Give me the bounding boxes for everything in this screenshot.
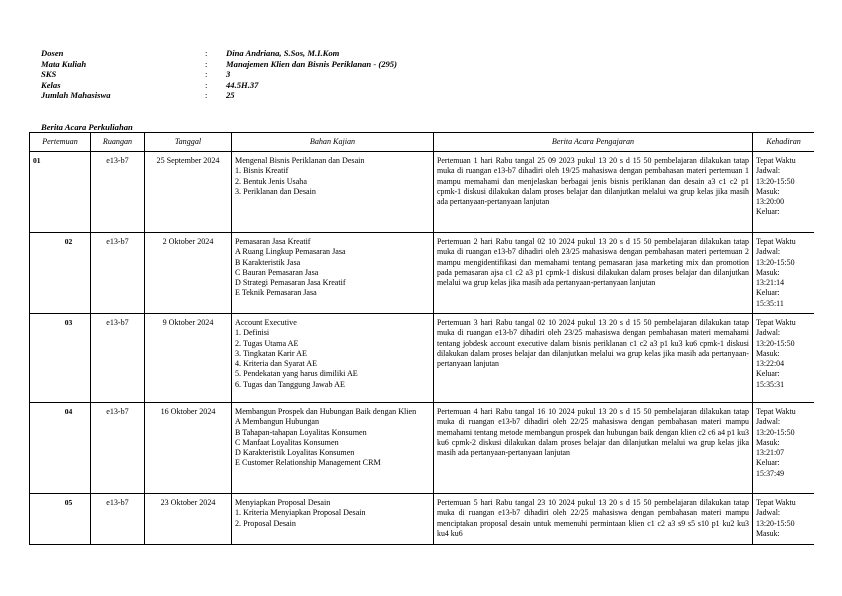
hadir-line: Masuk: [756, 267, 780, 277]
info-colon: : [205, 69, 208, 80]
bahan-item: 2. Bentuk Jenis Usaha [235, 176, 307, 186]
cell-kehadiran [753, 314, 815, 403]
cell-bahan-kajian [232, 494, 434, 545]
bahan-item: A Membangun Hubungan [235, 417, 320, 427]
cell-berita-acara: Pertemuan 2 hari Rabu tangal 02 10 2024 pukul 13 20 s d 15 50 pembelajaran dilakukan tatap muka di ruangan e13-b7 dihadiri oleh 23/25 mahasiswa dengan pembahasan materi pertemuan 2 mampu mengidentifikasi dan memahami tentang pemasaran jasa marketing mix dan promotion pada pemasaran ajsa c1 c2 a3 p1 cpmk-1 diskusi dilakukan dalam proses belajar dan dilanjutkan melalui wa grup kelas jika masih ada pertanyaan-pertanyaan lanjutan [434, 233, 753, 314]
table-row [30, 494, 815, 545]
table-row [30, 403, 815, 494]
header-berita-acara: Berita Acara Pengajaran [434, 133, 753, 152]
hadir-line: Keluar: [756, 369, 780, 379]
hadir-line: Tepat Waktu [756, 237, 796, 246]
bahan-title: Mengenal Bisnis Periklanan dan Desain [235, 156, 365, 165]
cell-ruangan: e13-b7 [91, 403, 145, 494]
bahan-item: 1. Bisnis Kreatif [235, 166, 289, 176]
bahan-item: 6. Tugas dan Tanggung Jawab AE [235, 379, 345, 389]
info-value: 3 [226, 69, 231, 80]
header-ruangan: Ruangan [91, 133, 145, 152]
cell-bahan-kajian [232, 233, 434, 314]
hadir-line: Masuk: [756, 528, 780, 538]
bahan-title: Menyiapkan Proposal Desain [235, 498, 331, 507]
info-label: SKS [41, 69, 57, 80]
info-row-dosen [41, 48, 397, 59]
cell-berita-acara: Pertemuan 4 hari Rabu tangal 16 10 2024 pukul 13 20 s d 15 50 pembelajaran dilakukan tatap muka di ruangan e13-b7 dihadiri oleh 22/25 mahasiswa dengan pembahasan materi mampu memahami tentang metode membangun prospek dan hubungan baik dengan klien c2 c6 a4 p1 ku3 ku6 cpmk-2 diskusi dilakukan dalam proses belajar dan dilanjutkan melalui wa grup kelas jika masih ada pertanyaan-pertanyaan lanjutan [434, 403, 753, 494]
bahan-item: 1. Definisi [235, 328, 270, 338]
cell-ruangan: e13-b7 [91, 152, 145, 233]
cell-pertemuan: 01 [30, 152, 91, 233]
cell-kehadiran [753, 494, 815, 545]
bahan-title: Pemasaran Jasa Kreatif [235, 237, 311, 246]
hadir-line: 13:20-15:50 [756, 518, 795, 528]
bahan-item: D Karakteristik Loyalitas Konsumen [235, 448, 355, 458]
hadir-line: 13:20-15:50 [756, 338, 795, 348]
attendance-table-wrap [29, 132, 814, 554]
info-label: Jumlah Mahasiswa [41, 90, 111, 101]
attendance-table [29, 132, 814, 545]
hadir-line: Tepat Waktu [756, 498, 796, 507]
hadir-line: 13:20:00 [756, 197, 785, 207]
hadir-line: 15:37:49 [756, 468, 785, 478]
hadir-line: 13:21:14 [756, 278, 785, 288]
bahan-item: 4. Kriteria dan Syarat AE [235, 359, 318, 369]
section-title: Berita Acara Perkuliahan [41, 122, 133, 132]
bahan-item: 2. Tugas Utama AE [235, 338, 299, 348]
bahan-title: Membangun Prospek dan Hubungan Baik dengan Klien [235, 407, 417, 416]
cell-tanggal: 16 Oktober 2024 [145, 403, 232, 494]
info-row-kelas [41, 80, 397, 91]
cell-kehadiran [753, 403, 815, 494]
cell-bahan-kajian [232, 314, 434, 403]
table-header-row [30, 133, 815, 152]
bahan-item: 1. Kriteria Menyiapkan Proposal Desain [235, 508, 366, 518]
bahan-item: B Tahapan-tahapan Loyalitas Konsumen [235, 427, 367, 437]
hadir-line: 15:35:31 [756, 379, 785, 389]
info-row-jumlah-mahasiswa [41, 90, 397, 101]
cell-berita-acara: Pertemuan 1 hari Rabu tangal 25 09 2023 pukul 13 20 s d 15 50 pembelajaran dilakukan tatap muka di ruangan e13-b7 dihadiri oleh 19/25 mahasiswa dengan pembahasan materi pertemuan 1 mampu memahami dan menjelaskan berbagai jenis bisnis periklanan dan desain a3 c1 c2 p1 cpmk-1 diskusi dilakukan dalam proses belajar dan dilanjutkan melalui wa grup kelas jika masih ada pertanyaan-pertanyaan lanjutan [434, 152, 753, 233]
cell-ruangan: e13-b7 [91, 314, 145, 403]
hadir-line: Keluar: [756, 458, 780, 468]
header-bahan-kajian: Bahan Kajian [232, 133, 434, 152]
course-info [41, 48, 397, 101]
bahan-item: A Ruang Lingkup Pemasaran Jasa [235, 247, 346, 257]
hadir-line: Jadwal: [756, 508, 781, 518]
bahan-item: 3. Tingkatan Karir AE [235, 348, 307, 358]
info-value: Manajemen Klien dan Bisnis Periklanan - (295) [226, 58, 397, 69]
table-row [30, 314, 815, 403]
cell-ruangan: e13-b7 [91, 494, 145, 545]
hadir-line: Tepat Waktu [756, 407, 796, 416]
cell-kehadiran [753, 233, 815, 314]
header-pertemuan: Pertemuan [30, 133, 91, 152]
info-row-mata-kuliah [41, 59, 397, 70]
info-label: Kelas [41, 79, 61, 90]
bahan-item: E Customer Relationship Management CRM [235, 458, 381, 468]
hadir-line: Jadwal: [756, 166, 781, 176]
hadir-line: 13:21:07 [756, 448, 785, 458]
hadir-line: Masuk: [756, 348, 780, 358]
hadir-line: Masuk: [756, 437, 780, 447]
hadir-line: Jadwal: [756, 247, 781, 257]
hadir-line: Tepat Waktu [756, 318, 796, 327]
info-label: Dosen [41, 48, 64, 58]
bahan-item: C Manfaat Loyalitas Konsumen [235, 437, 339, 447]
bahan-item: E Teknik Pemasaran Jasa [235, 288, 317, 298]
cell-tanggal: 23 Oktober 2024 [145, 494, 232, 545]
cell-tanggal: 2 Oktober 2024 [145, 233, 232, 314]
hadir-line: Masuk: [756, 186, 780, 196]
cell-berita-acara: Pertemuan 3 hari Rabu tangal 02 10 2024 pukul 13 20 s d 15 50 pembelajaran dilakukan tatap muka di ruangan e13-b7 dihadiri oleh 23/25 mahasiswa dengan pembahasan materi memahami tentang jobdesk account executive dalam bisnis periklanan c1 c2 a3 p1 ku3 ku6 cpmk-1 diskusi dilakukan dalam proses belajar dan dilanjutkan melalui wa grup kelas jika masih ada pertanyaan-pertanyaan lanjutan [434, 314, 753, 403]
bahan-item: 5. Pendekatan yang harus dimiliki AE [235, 369, 358, 379]
cell-bahan-kajian [232, 152, 434, 233]
cell-pertemuan: 02 [30, 233, 91, 314]
hadir-line: Jadwal: [756, 417, 781, 427]
hadir-line: Tepat Waktu [756, 156, 796, 165]
bahan-item: 3. Periklanan dan Desain [235, 186, 316, 196]
cell-kehadiran [753, 152, 815, 233]
hadir-line: Keluar: [756, 207, 780, 217]
bahan-item: B Karakteristik Jasa [235, 257, 301, 267]
hadir-line: 15:35:11 [756, 298, 784, 308]
hadir-line: 13:22:04 [756, 359, 785, 369]
cell-ruangan: e13-b7 [91, 233, 145, 314]
cell-tanggal: 25 September 2024 [145, 152, 232, 233]
hadir-line: 13:20-15:50 [756, 176, 795, 186]
bahan-item: C Bauran Pemasaran Jasa [235, 267, 319, 277]
cell-pertemuan: 05 [30, 494, 91, 545]
info-colon: : [205, 48, 208, 58]
bahan-title: Account Executive [235, 318, 297, 327]
info-value: Dina Andriana, S.Sos, M.I.Kom [226, 48, 340, 58]
cell-pertemuan: 03 [30, 314, 91, 403]
hadir-line: 13:20-15:50 [756, 257, 795, 267]
hadir-line: Jadwal: [756, 328, 781, 338]
info-value: 44.5H.37 [226, 79, 259, 90]
bahan-item: 2. Proposal Desain [235, 518, 296, 528]
info-row-sks [41, 69, 397, 80]
hadir-line: 13:20-15:50 [756, 427, 795, 437]
info-colon: : [205, 90, 208, 101]
cell-berita-acara: Pertemuan 5 hari Rabu tangal 23 10 2024 pukul 13 20 s d 15 50 pembelajaran dilakukan tatap muka di ruangan e13-b7 dihadiri oleh 22/25 mahasiswa dengan pembahasan materi mampu menciptakan proposal desain untuk memenuhi permintaan klien c1 c2 a3 s9 s5 s10 p1 ku2 ku3 ku4 ku6 [434, 494, 753, 545]
cell-tanggal: 9 Oktober 2024 [145, 314, 232, 403]
header-tanggal: Tanggal [145, 133, 232, 152]
table-row [30, 152, 815, 233]
table-row [30, 233, 815, 314]
info-colon: : [205, 79, 208, 90]
cell-pertemuan: 04 [30, 403, 91, 494]
cell-bahan-kajian [232, 403, 434, 494]
info-colon: : [205, 58, 208, 69]
bahan-item: D Strategi Pemasaran Jasa Kreatif [235, 278, 346, 288]
info-value: 25 [226, 90, 235, 101]
header-kehadiran: Kehadiran [753, 133, 815, 152]
info-label: Mata Kuliah [41, 58, 87, 69]
hadir-line: Keluar: [756, 288, 780, 298]
